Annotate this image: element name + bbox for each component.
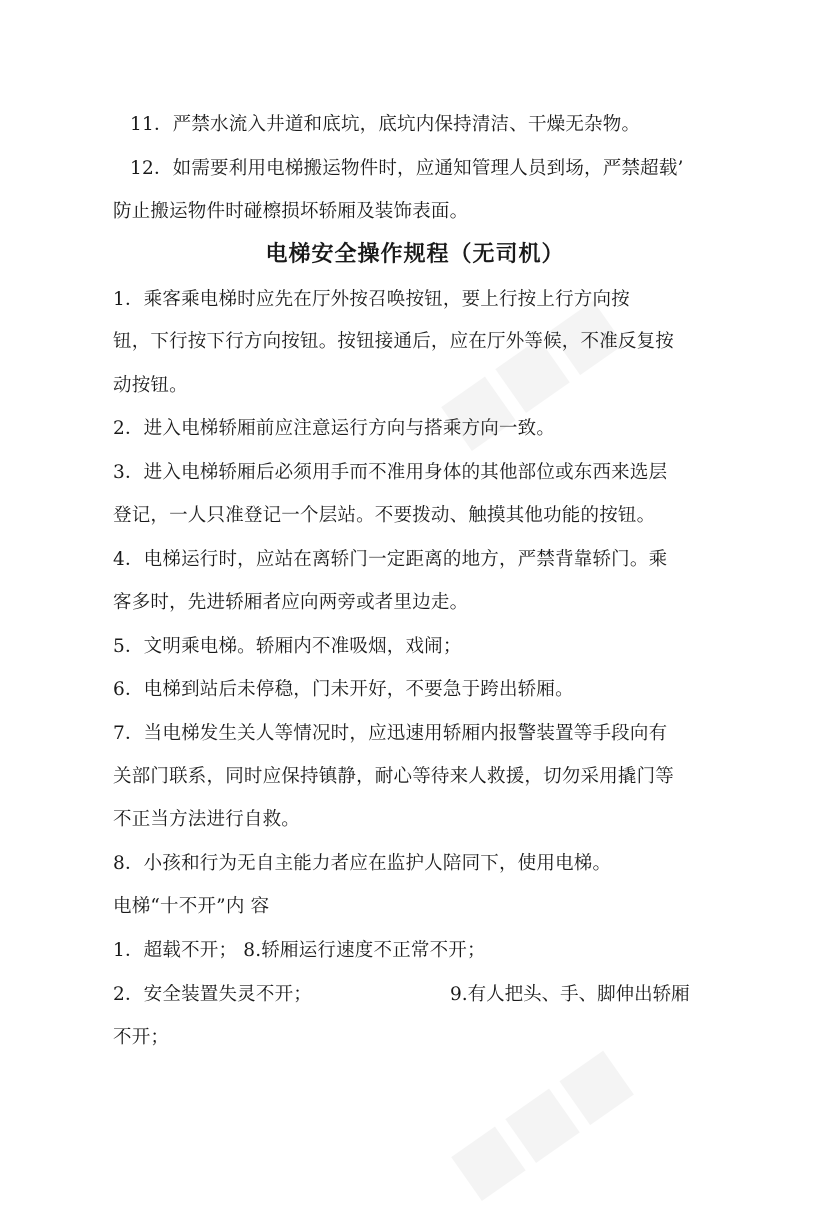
passenger-rule-4-line1: 4．电梯运行时，应站在离轿门一定距离的地方，严禁背靠轿门。乘	[113, 549, 668, 570]
passenger-rule-3-line1: 3．进入电梯轿厢后必须用手而不准用身体的其他部位或东西来选层	[113, 462, 668, 483]
passenger-rule-1-line1: 1．乘客乘电梯时应先在厅外按召唤按钮，要上行按上行方向按	[113, 289, 630, 310]
ten-no-item-9-line2: 不开；	[113, 1027, 170, 1048]
passenger-rule-4-line2: 客多时，先进轿厢者应向两旁或者里边走。	[113, 592, 469, 613]
ten-no-item-1-8: 1．超载不开； 8.轿厢运行速度不正常不开；	[113, 940, 486, 961]
passenger-rule-8: 8．小孩和行为无自主能力者应在监护人陪同下，使用电梯。	[113, 853, 612, 874]
ten-no-item-9-line1: 9.有人把头、手、脚伸出轿厢	[450, 984, 690, 1005]
passenger-rule-7-line3: 不正当方法进行自救。	[113, 809, 301, 830]
rule-12-line1: 12．如需要利用电梯搬运物件时，应通知管理人员到场，严禁超载’	[130, 158, 684, 179]
watermark	[434, 1031, 644, 1212]
passenger-rule-7-line2: 关部门联系，同时应保持镇静，耐心等待来人救援，切勿采用撬门等	[113, 766, 675, 787]
rule-12-line2: 防止搬运物件时碰檫损坏轿厢及装饰表面。	[113, 201, 469, 222]
passenger-rule-6: 6．电梯到站后未停稳，门未开好，不要急于跨出轿厢。	[113, 679, 574, 700]
passenger-rule-7-line1: 7．当电梯发生关人等情况时，应迅速用轿厢内报警装置等手段向有	[113, 723, 668, 744]
passenger-rule-5: 5．文明乘电梯。轿厢内不准吸烟，戏闹；	[113, 636, 462, 657]
passenger-rule-2: 2．进入电梯轿厢前应注意运行方向与搭乘方向一致。	[113, 418, 556, 439]
ten-no-item-2: 2．安全装置失灵不开；	[113, 984, 312, 1005]
passenger-rule-1-line2: 钮，下行按下行方向按钮。按钮接通后，应在厅外等候，不准反复按	[113, 331, 675, 352]
rule-11: 11．严禁水流入井道和底坑，底坑内保持清洁、干燥无杂物。	[130, 114, 641, 135]
passenger-rule-1-line3: 动按钮。	[113, 375, 188, 396]
ten-no-heading: 电梯“十不开”内 容	[113, 896, 270, 917]
section-title: 电梯安全操作规程（无司机）	[265, 242, 565, 267]
passenger-rule-3-line2: 登记，一人只准登记一个层站。不要拨动、触摸其他功能的按钮。	[113, 505, 656, 526]
